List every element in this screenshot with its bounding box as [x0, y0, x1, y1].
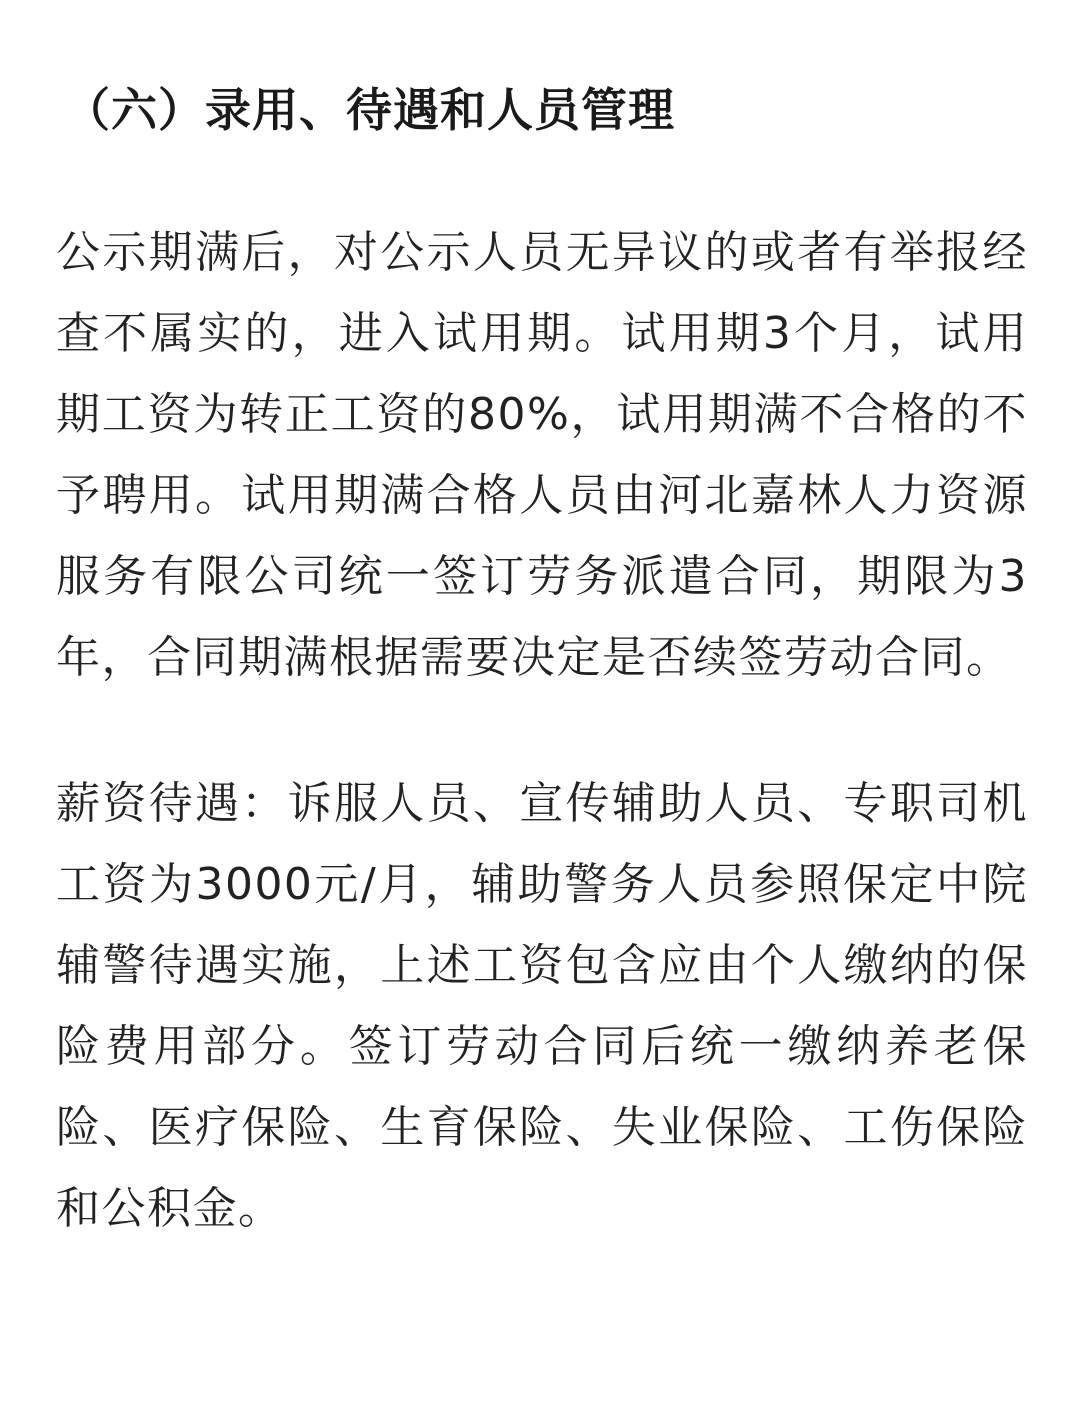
probation-paragraph: 公示期满后，对公示人员无异议的或者有举报经查不属实的，进入试用期。试用期3个月，试用期工资为转正工资的80%，试用期满不合格的不予聘用。试用期满合格人员由河北嘉林人力资源服务有限公司统一签订劳务派遣合同，期限为3年，合同期满根据需要决定是否续签劳动合同。 [56, 227, 1028, 683]
section-heading: （六）录用、待遇和人员管理 [64, 83, 675, 137]
salary-paragraph: 薪资待遇：诉服人员、宣传辅助人员、专职司机工资为3000元/月，辅助警务人员参照保定中院辅警待遇实施，上述工资包含应由个人缴纳的保险费用部分。签订劳动合同后统一缴纳养老保险、医疗保险、生育保险、失业保险、工伤保险和公积金。 [56, 778, 1028, 1234]
